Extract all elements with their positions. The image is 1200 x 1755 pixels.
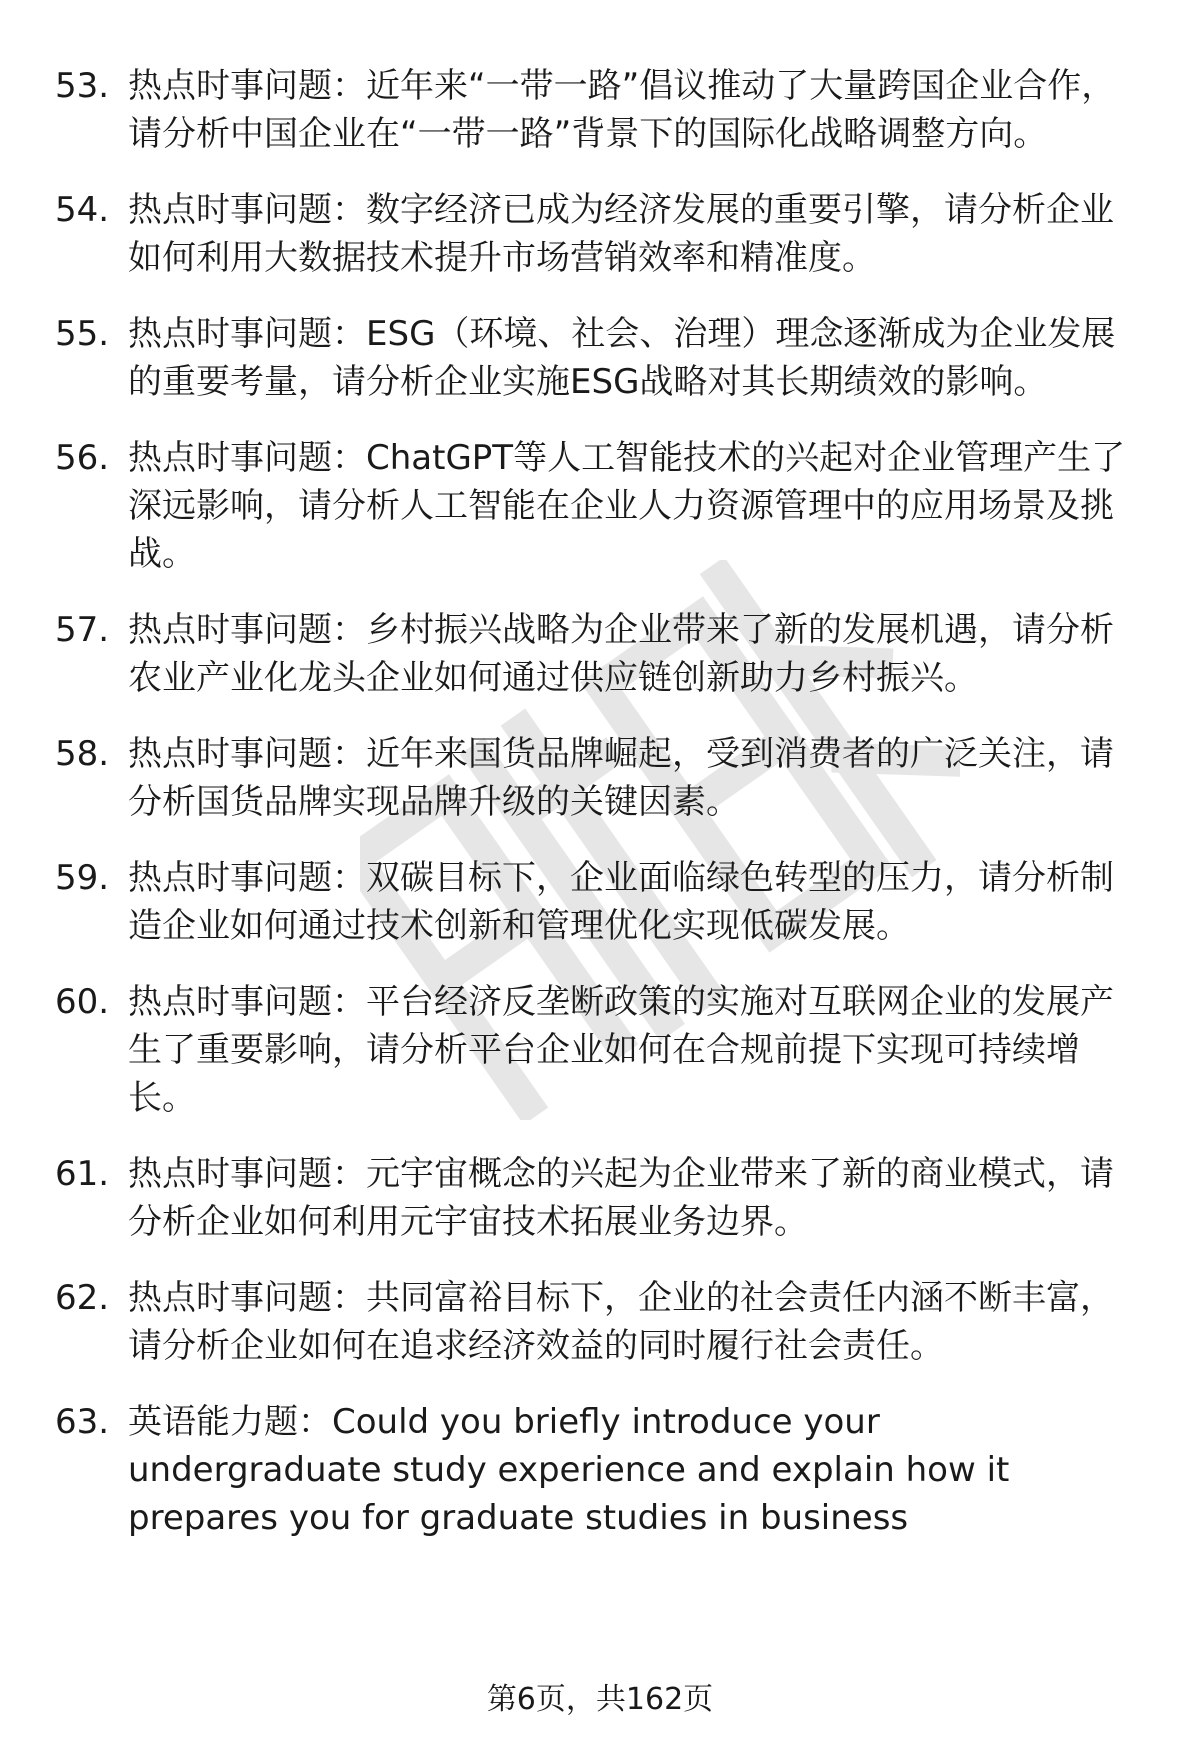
question-item xyxy=(0,730,1200,826)
question-list xyxy=(0,62,1200,1570)
question-item xyxy=(0,186,1200,282)
question-text: 热点时事问题：近年来“一带一路”倡议推动了大量跨国企业合作，请分析中国企业在“一带一路”背景下的国际化战略调整方向。 xyxy=(128,66,1116,154)
question-number: 60. xyxy=(55,982,110,1022)
question-text: 热点时事问题：元宇宙概念的兴起为企业带来了新的商业模式，请分析企业如何利用元宇宙技术拓展业务边界。 xyxy=(128,1154,1114,1242)
question-text: 热点时事问题：ESG（环境、社会、治理）理念逐渐成为企业发展的重要考量，请分析企业实施ESG战略对其长期绩效的影响。 xyxy=(128,314,1116,402)
page-footer: 第6页，共162页 xyxy=(486,1682,714,1717)
question-item xyxy=(0,1274,1200,1370)
question-number: 55. xyxy=(55,314,110,354)
question-number: 63. xyxy=(55,1402,110,1442)
question-number: 59. xyxy=(55,858,110,898)
question-text: 热点时事问题：双碳目标下，企业面临绿色转型的压力，请分析制造企业如何通过技术创新和管理优化实现低碳发展。 xyxy=(128,858,1114,946)
question-text: 英语能力题：Could you briefly introduce your undergraduate study experience and explain how it prepares you for graduate studies in business xyxy=(128,1402,1010,1538)
question-item xyxy=(0,434,1200,578)
question-text: 热点时事问题：共同富裕目标下，企业的社会责任内涵不断丰富，请分析企业如何在追求经济效益的同时履行社会责任。 xyxy=(128,1278,1114,1366)
question-number: 57. xyxy=(55,610,110,650)
question-item xyxy=(0,310,1200,406)
question-item xyxy=(0,606,1200,702)
question-item xyxy=(0,854,1200,950)
question-text: 热点时事问题：近年来国货品牌崛起，受到消费者的广泛关注，请分析国货品牌实现品牌升级的关键因素。 xyxy=(128,734,1114,822)
question-number: 54. xyxy=(55,190,110,230)
question-number: 56. xyxy=(55,438,110,478)
question-item xyxy=(0,1150,1200,1246)
question-item xyxy=(0,978,1200,1122)
question-number: 62. xyxy=(55,1278,110,1318)
question-item xyxy=(0,1398,1200,1542)
question-number: 61. xyxy=(55,1154,110,1194)
question-number: 53. xyxy=(55,66,110,106)
question-text: 热点时事问题：数字经济已成为经济发展的重要引擎，请分析企业如何利用大数据技术提升市场营销效率和精准度。 xyxy=(128,190,1114,278)
question-number: 58. xyxy=(55,734,110,774)
question-text: 热点时事问题：平台经济反垄断政策的实施对互联网企业的发展产生了重要影响，请分析平台企业如何在合规前提下实现可持续增长。 xyxy=(128,982,1114,1118)
question-text: 热点时事问题：ChatGPT等人工智能技术的兴起对企业管理产生了深远影响，请分析人工智能在企业人力资源管理中的应用场景及挑战。 xyxy=(128,438,1126,574)
question-text: 热点时事问题：乡村振兴战略为企业带来了新的发展机遇，请分析农业产业化龙头企业如何通过供应链创新助力乡村振兴。 xyxy=(128,610,1114,698)
question-item xyxy=(0,62,1200,158)
